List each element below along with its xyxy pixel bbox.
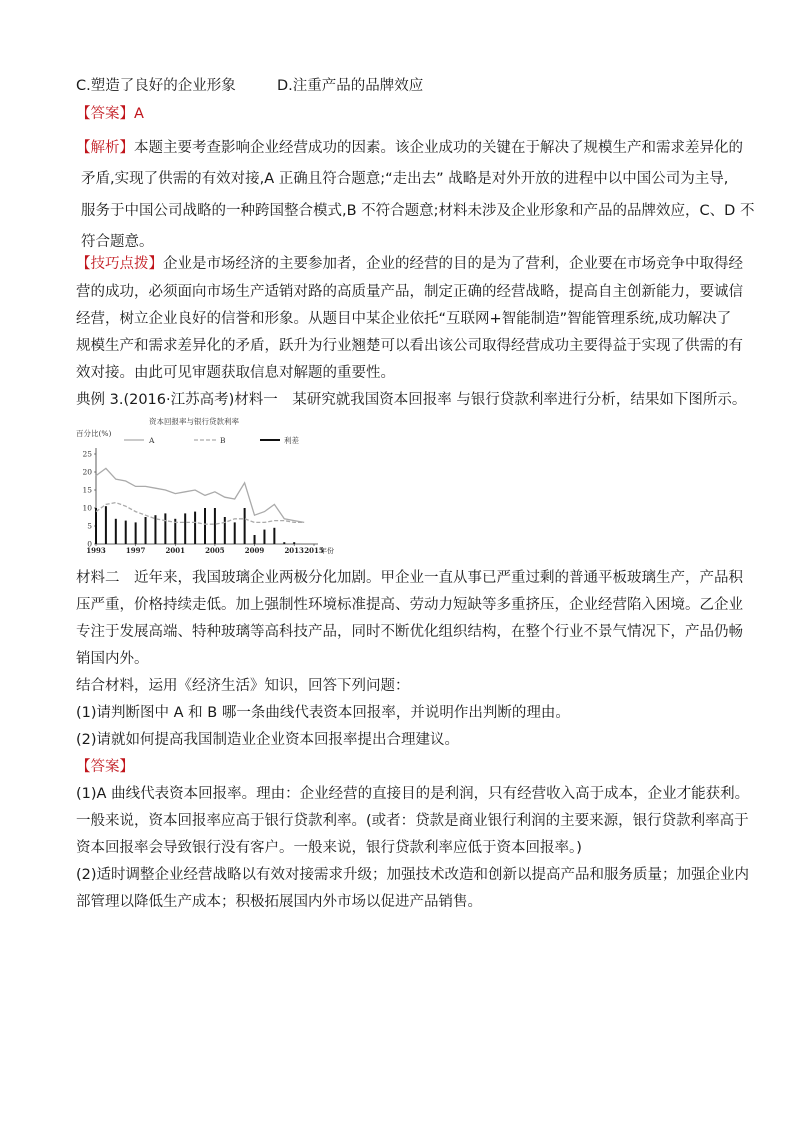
legend-label-spread: 利差	[284, 436, 299, 445]
chart-title: 资本回报率与银行贷款利率	[149, 417, 239, 426]
answer-label: 【答案】	[76, 759, 134, 775]
question-prompt: 结合材料，运用《经济生活》知识，回答下列问题：	[76, 678, 410, 694]
tips-line: 效对接。由此可见审题获取信息对解题的重要性。	[76, 365, 395, 381]
series-a-line	[96, 468, 304, 522]
answer-line: (1)A 曲线代表资本回报率。理由：企业经营的直接目的是利润，只有经营收入高于成本，企业才能获利。	[76, 786, 750, 802]
material2-line: 压严重，价格持续走低。加上强制性环境标准提高、劳动力短缺等多重挤压，企业经营陷入困境。乙企业	[76, 597, 743, 613]
material2-line: 材料二 近年来，我国玻璃企业两极分化加剧。甲企业一直从事已严重过剩的普通平板玻璃生产，产品积	[76, 570, 743, 586]
answer-line: 一般来说，资本回报率应高于银行贷款利率。(或者：贷款是商业银行利润的主要来源，银行贷款利率高于	[76, 813, 749, 829]
answer-value: A	[134, 106, 144, 122]
analysis-line: 矛盾,实现了供需的有效对接,A 正确且符合题意;“走出去” 战略是对外开放的进程中以中国公司为主导,	[81, 171, 729, 187]
analysis-line: 符合题意。	[81, 234, 154, 250]
x-tick-label: 2001	[165, 546, 186, 554]
analysis-label: 【解析】	[76, 140, 134, 156]
x-tick-label: 2013	[284, 546, 304, 554]
analysis-line: 服务于中国公司战略的一种跨国整合模式,B 不符合题意;材料未涉及企业形象和产品的品牌效应，C、D 不	[81, 203, 755, 219]
chart	[74, 416, 336, 554]
legend-label-a: A	[149, 436, 155, 445]
x-axis-label: 年份	[320, 547, 334, 554]
question-2: (2)请就如何提高我国制造业企业资本回报率提出合理建议。	[76, 732, 460, 748]
y-axis-label: 百分比(%)	[76, 429, 112, 438]
tips-label: 【技巧点拨】	[76, 256, 163, 272]
answer-line: 部管理以降低生产成本；积极拓展国内外市场以促进产品销售。	[76, 894, 482, 910]
tips-line: 规模生产和需求差异化的矛盾，跃升为行业翘楚可以看出该公司取得经营成功主要得益于实现了供需的有	[76, 338, 743, 354]
y-tick-label: 25	[82, 449, 92, 459]
option-c: C.塑造了良好的企业形象	[76, 78, 236, 94]
example-intro: 典例 3.(2016·江苏高考)材料一 某研究就我国资本回报率 与银行贷款利率进行分析，结果如下图所示。	[76, 392, 747, 408]
y-tick-label: 10	[82, 503, 92, 513]
y-tick-label: 20	[82, 467, 92, 477]
analysis-line: 本题主要考查影响企业经营成功的因素。该企业成功的关键在于解决了规模生产和需求差异化的	[134, 140, 743, 156]
tips-line: 经营，树立企业良好的信誉和形象。从题目中某企业依托“互联网+智能制造”智能管理系统,成功解决了	[76, 311, 732, 327]
legend-label-b: B	[220, 436, 226, 445]
x-tick-label: 1993	[86, 546, 106, 554]
answer-line: (2)适时调整企业经营战略以有效对接需求升级；加强技术改造和创新以提高产品和服务质量；加强企业内	[76, 867, 750, 883]
material2-line: 专注于发展高端、特种玻璃等高科技产品，同时不断优化组织结构，在整个行业不景气情况下，产品仍畅	[76, 624, 743, 640]
answer-label: 【答案】	[76, 106, 134, 122]
y-tick-label: 0	[87, 539, 92, 549]
answer-line: 资本回报率会导致银行没有客户。一般来说，银行贷款利率应低于资本回报率。)	[76, 840, 582, 856]
question-1: (1)请判断图中 A 和 B 哪一条曲线代表资本回报率，并说明作出判断的理由。	[76, 705, 570, 721]
x-tick-label: 1997	[125, 546, 146, 554]
material2-line: 销国内外。	[76, 651, 149, 667]
x-tick-label: 2009	[244, 546, 265, 554]
y-tick-label: 5	[87, 521, 92, 531]
option-d: D.注重产品的品牌效应	[276, 78, 424, 94]
y-tick-label: 15	[82, 485, 92, 495]
x-tick-label: 2005	[205, 546, 225, 554]
tips-line: 营的成功，必须面向市场生产适销对路的高质量产品，制定正确的经营战略，提高自主创新能力，要诚信	[76, 284, 743, 300]
x-tick-label: 2015	[304, 546, 324, 554]
tips-line: 企业是市场经济的主要参加者，企业的经营的目的是为了营利，企业要在市场竞争中取得经	[163, 256, 743, 272]
